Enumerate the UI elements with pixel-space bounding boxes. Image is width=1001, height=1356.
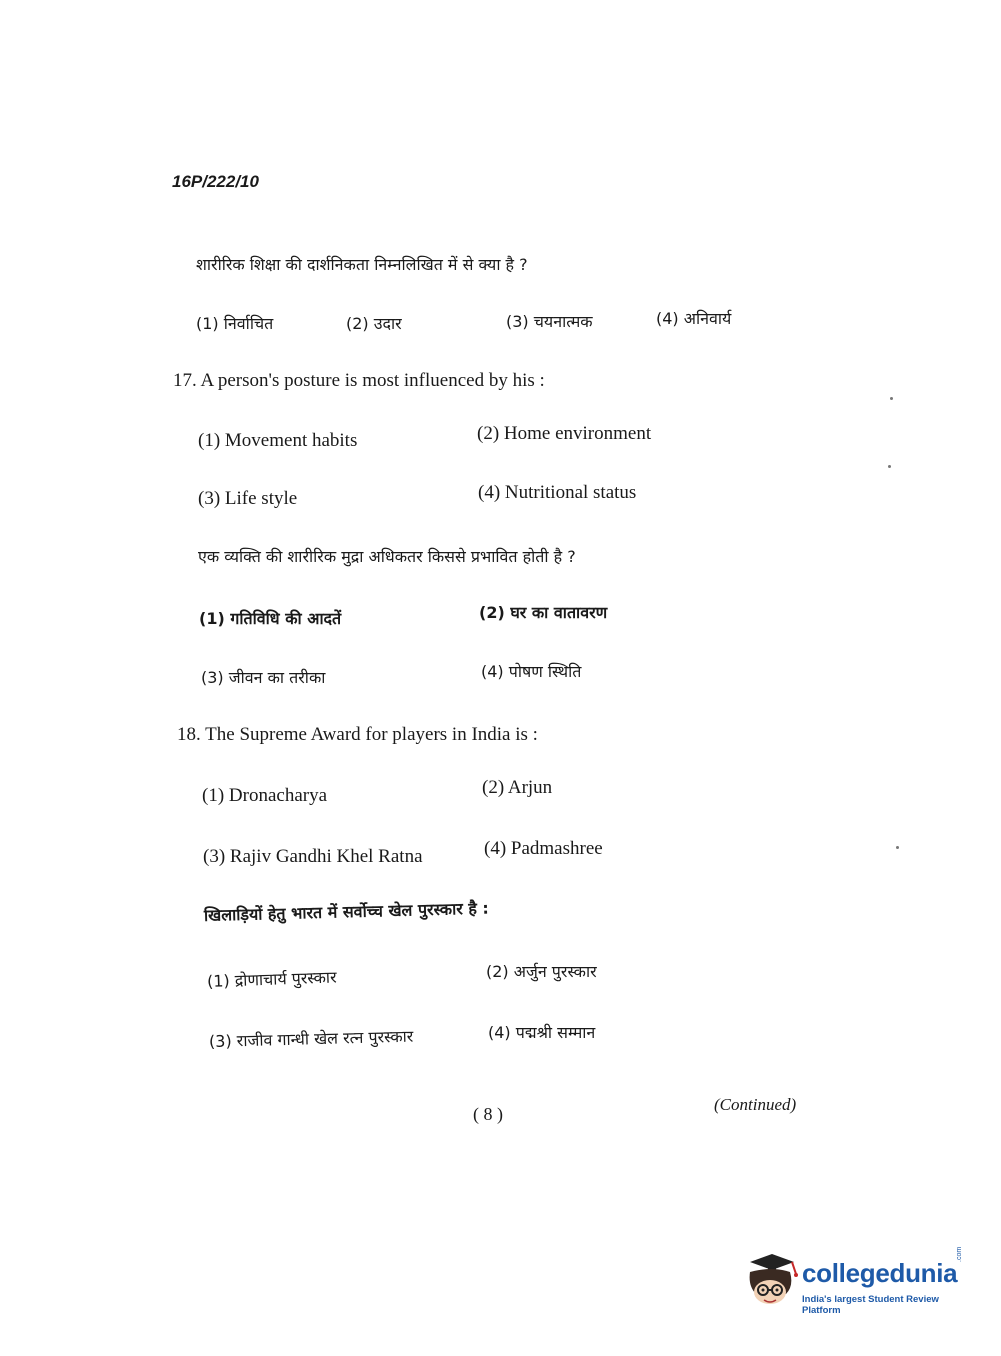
q17-hindi-question: एक व्यक्ति की शारीरिक मुद्रा अधिकतर किससे प्रभावित होती है ? (198, 547, 576, 566)
q17-hindi-option-4: (4) पोषण स्थिति (481, 662, 582, 681)
q18-option-3: (3) Rajiv Gandhi Khel Ratna (203, 846, 423, 867)
q18-question: 18. The Supreme Award for players in India is : (177, 724, 538, 745)
page-number: ( 8 ) (473, 1104, 503, 1124)
q18-hindi-option-3: (3) राजीव गान्धी खेल रत्न पुरस्कार (208, 1026, 414, 1051)
q18-hindi-option-2: (2) अर्जुन पुरस्कार (486, 962, 597, 981)
q17-hindi-option-1: (1) गतिविधि की आदतें (199, 609, 342, 628)
q16-option-2: (2) उदार (346, 314, 402, 333)
q17-hindi-option-3: (3) जीवन का तरीका (201, 668, 326, 687)
q17-option-3: (3) Life style (198, 488, 298, 509)
q17-option-4: (4) Nutritional status (478, 482, 637, 503)
scan-speck (890, 397, 893, 400)
mascot-icon (742, 1250, 800, 1312)
logo-suffix: .com (956, 1246, 963, 1262)
q17-option-2: (2) Home environment (477, 423, 652, 444)
q18-hindi-option-1: (1) द्रोणाचार्य पुरस्कार (206, 967, 337, 991)
logo-brand: collegedunia (802, 1258, 958, 1288)
q17-question: 17. A person's posture is most influenced by his : (173, 370, 545, 391)
q17-hindi-option-2: (2) घर का वातावरण (479, 603, 608, 622)
q18-option-1: (1) Dronacharya (202, 785, 328, 806)
continued-label: (Continued) (714, 1095, 797, 1114)
paper-code: 16P/222/10 (172, 172, 259, 191)
q16-option-4: (4) अनिवार्य (656, 309, 732, 328)
q18-hindi-option-4: (4) पद्मश्री सम्मान (488, 1023, 596, 1042)
q16-hindi-question: शारीरिक शिक्षा की दार्शनिकता निम्नलिखित में से क्या है ? (196, 255, 528, 274)
collegedunia-logo (742, 1246, 972, 1320)
scan-speck (888, 465, 891, 468)
q16-option-1: (1) निर्वाचित (196, 314, 274, 333)
q18-option-2: (2) Arjun (482, 777, 553, 798)
q16-option-3: (3) चयनात्मक (506, 312, 593, 331)
scan-speck (896, 846, 899, 849)
logo-tagline: India's largest Student Review Platform (802, 1294, 939, 1316)
q18-option-4: (4) Padmashree (484, 838, 603, 859)
q18-hindi-question: खिलाड़ियों हेतु भारत में सर्वोच्च खेल पुरस्कार है : (203, 898, 490, 925)
q17-option-1: (1) Movement habits (198, 430, 358, 451)
